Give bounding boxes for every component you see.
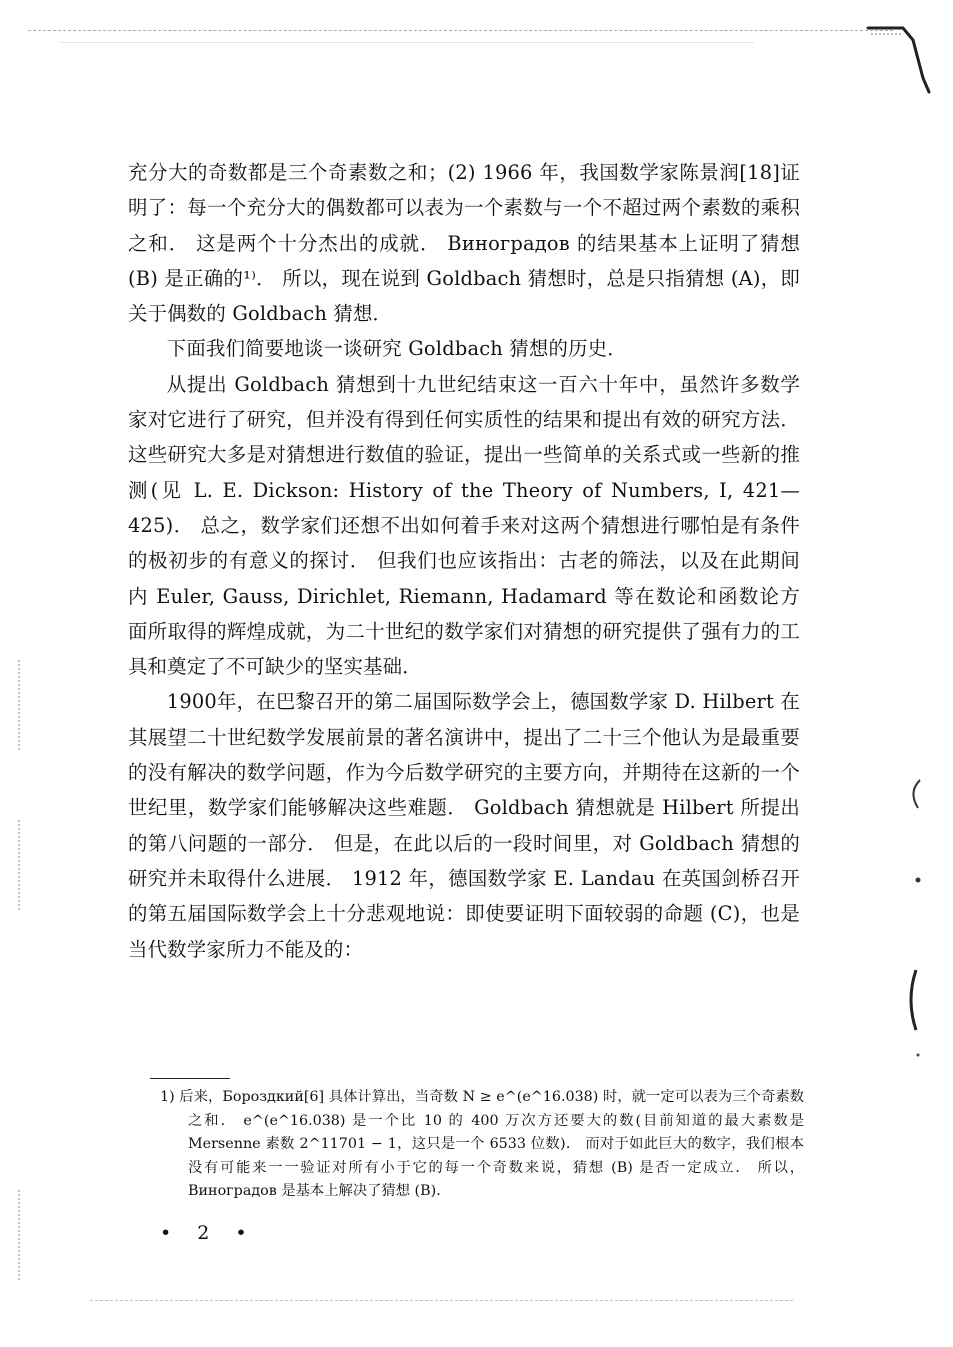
paragraph-4: 1900年，在巴黎召开的第二届国际数学会上，德国数学家 D. Hilbert 在其展望二十世纪数学发展前景的著名演讲中，提出了二十三个他认为是最重要的没有解决的数学问题，作为今后数学研究的主要方向，并期待在这新的一个世纪里，数学家们能够解决这些难题． Goldbach 猜想就是 Hilbert 所提出的第八问题的一部分． 但是，在此以后的一段时间里，对 Goldbach 猜想的研究并未取得什么进展． 1912 年，德国数学家 E. Landau 在英国剑桥召开的第五届国际数学会上十分悲观地说：即使要证明下面较弱的命题 (C)，也是当代数学家所力不能及的： (128, 690, 800, 961)
right-margin-mark (900, 770, 930, 890)
footnote (160, 1086, 804, 1204)
page-corner-mark (863, 20, 933, 100)
scan-speckle-left-3 (18, 1190, 38, 1280)
body-text (128, 155, 800, 967)
paragraph-2: 下面我们简要地谈一谈研究 Goldbach 猜想的历史． (166, 337, 627, 361)
page-number: • 2 • (160, 1222, 257, 1244)
paragraph-3: 从提出 Goldbach 猜想到十九世纪结束这一百六十年中，虽然许多数学家对它进行了研究，但并没有得到任何实质性的结果和提出有效的研究方法． 这些研究大多是对猜想进行数值的验证，提出一些简单的关系式或一些新的推测(见 L. E. Dickson: History of the Theory of Numbers, I, 421—425)． 总之，数学家们还想不出如何着手来对这两个猜想进行哪怕是有条件的极初步的有意义的探讨． 但我们也应该指出：古老的筛法，以及在此期间内 Euler, Gauss, Dirichlet, Riemann, Hadamard 等在数论和函数论方面所取得的辉煌成就，为二十世纪的数学家们对猜想的研究提供了强有力的工具和奠定了不可缺少的坚实基础． (128, 372, 800, 679)
right-margin-bracket (898, 960, 928, 1080)
scan-speckle-left-1 (18, 660, 38, 750)
scan-edge-top-inner (60, 42, 753, 44)
scan-speckle-left-2 (18, 820, 38, 910)
footnote-rule (150, 1078, 230, 1079)
footnote-text: 1) 后来，Бороздкий[6] 具体计算出，当奇数 N ≥ e^(e^16.038) 时，就一定可以表为三个奇素数之和． e^(e^16.038) 是一个比 10 的 400 万次方还要大的数(目前知道的最大素数是 Mersenne 素数 2^11701 − 1，这只是一个 6533 位数)． 而对于如此巨大的数字，我们根本没有可能来一一验证对所有小于它的每一个奇数来说，猜想 (B) 是否一定成立． 所以，Виноградов 是基本上解决了猜想 (B)． (160, 1089, 804, 1199)
scan-edge-top (28, 30, 893, 35)
paragraph-1: 充分大的奇数都是三个奇素数之和；(2) 1966 年，我国数学家陈景润[18]证明了：每一个充分大的偶数都可以表为一个素数与一个不超过两个素数的乘积之和． 这是两个十分杰出的成就． Виноградов 的结果基本上证明了猜想 (B) 是正确的¹⁾． 所以，现在说到 Goldbach 猜想时，总是只指猜想 (A)，即关于偶数的 Goldbach 猜想． (128, 161, 800, 326)
scan-edge-bottom (90, 1300, 793, 1303)
